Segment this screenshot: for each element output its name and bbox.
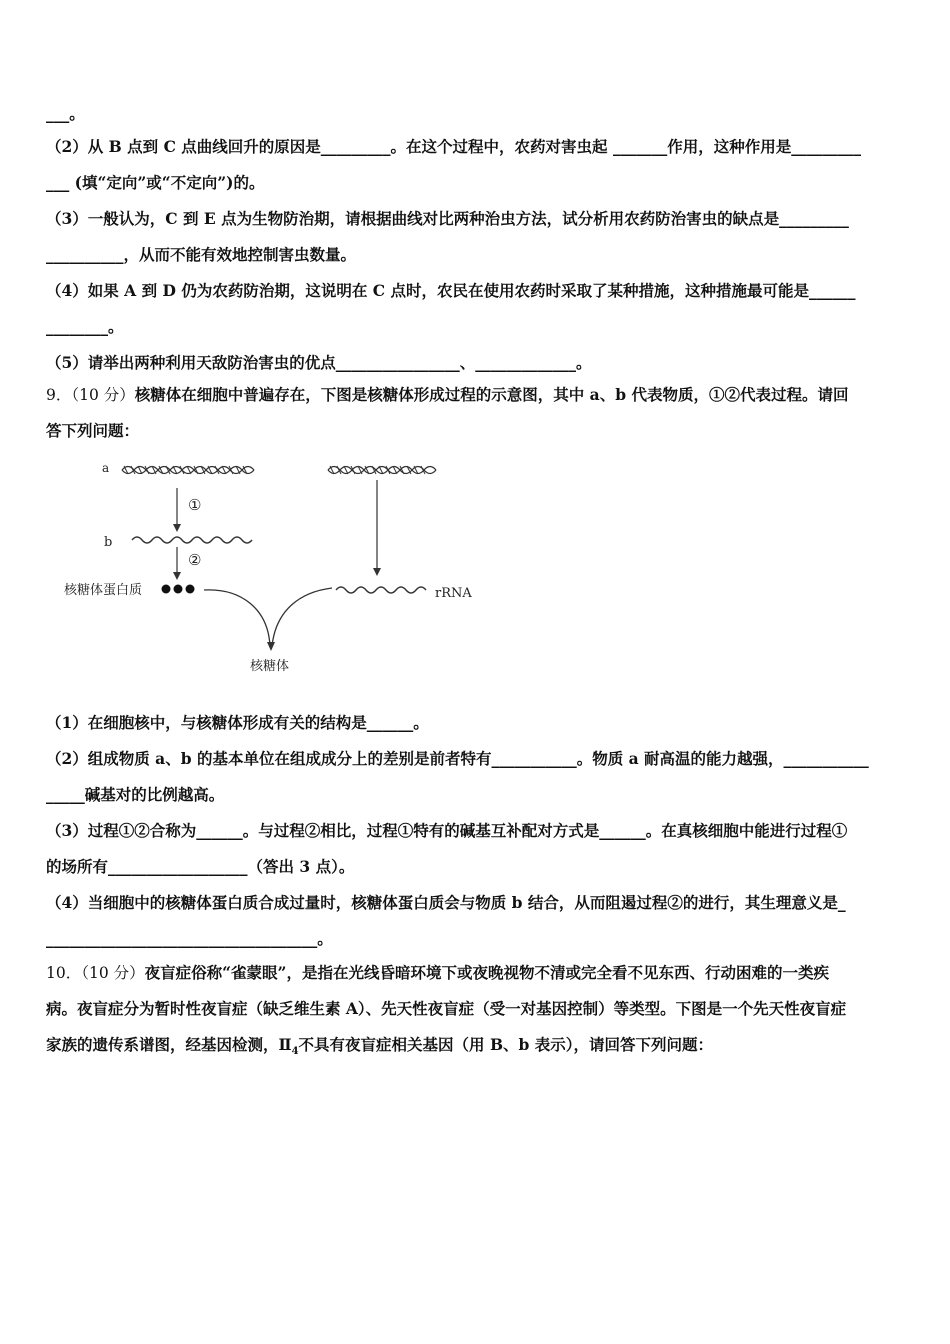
step1-label: ① — [188, 496, 202, 514]
arrow-step1 — [173, 488, 181, 532]
q9-sub2-line2: _____碱基对的比例越高。 — [46, 785, 225, 804]
q10-number: 10．（10 分） — [46, 964, 145, 982]
q8-sub5: （5）请举出两种利用天敌防治害虫的优点________________、_____________。 — [46, 353, 592, 372]
q9-intro-line2: 答下列问题： — [46, 421, 140, 440]
q8-sub4-line2: ________。 — [46, 317, 124, 336]
ribosome-label: 核糖体 — [250, 659, 290, 674]
q10-intro-text: 夜盲症俗称“雀蒙眼”，是指在光线昏暗环境下或夜晚视物不清或完全看不见东西、行动困难的一类疾 — [144, 963, 829, 982]
q10-line3-part1: 家族的遗传系谱图，经基因检测，Ⅱ — [46, 1035, 292, 1054]
q8-sub3-line1: （3）一般认为，C 到 E 点为生物防治期，请根据曲线对比两种治虫方法，试分析用农药防治害虫的缺点是_________ — [46, 209, 849, 228]
protein-dot-2 — [174, 585, 183, 594]
q9-sub4-line1: （4）当细胞中的核糖体蛋白质合成过量时，核糖体蛋白质会与物质 b 结合，从而阻遏过程②的进行，其生理意义是_ — [46, 893, 846, 912]
mrna-strand — [132, 537, 252, 543]
q9-sub4-line2: ___________________________________。 — [46, 929, 333, 948]
arrow-transcription-rrna — [373, 480, 381, 576]
q10-subscript: 4 — [291, 1046, 299, 1058]
protein-dot-1 — [162, 585, 171, 594]
label-a: a — [102, 461, 110, 475]
dna-helix-right — [328, 466, 436, 474]
q8-sub2-line2: ___ (填“定向”或“不定向”)的。 — [46, 173, 265, 192]
q8-sub2-line1: （2）从 B 点到 C 点曲线回升的原因是_________。在这个过程中，农药对害虫起 _______作用，这种作用是_________ — [46, 137, 861, 156]
ribosome-formation-diagram — [64, 458, 500, 680]
arrow-step2 — [173, 547, 181, 580]
rrna-label: rRNA — [435, 586, 472, 601]
q8-sub3-line2: __________，从而不能有效地控制害虫数量。 — [46, 245, 357, 264]
q9-sub3-line2: 的场所有__________________（答出 3 点）。 — [46, 857, 355, 876]
dna-helix-left — [122, 466, 254, 474]
q9-intro-text: 核糖体在细胞中普遍存在，下图是核糖体形成过程的示意图，其中 a、b 代表物质，①②代表过程。请回 — [134, 385, 849, 404]
q9-intro-line1 — [46, 384, 848, 406]
q9-sub1: （1）在细胞核中，与核糖体形成有关的结构是______。 — [46, 713, 429, 732]
q10-line3 — [46, 1034, 713, 1063]
assembly-arrows — [204, 588, 332, 646]
q10-line2: 病。夜盲症分为暂时性夜盲症（缺乏维生素 A）、先天性夜盲症（受一对基因控制）等类型。下图是一个先天性夜盲症 — [46, 999, 847, 1018]
q8-sub4-line1: （4）如果 A 到 D 仍为农药防治期，这说明在 C 点时，农民在使用农药时采取了某种措施，这种措施最可能是______ — [46, 281, 856, 300]
q10-line3-part2: 不具有夜盲症相关基因（用 B、b 表示），请回答下列问题： — [298, 1035, 714, 1054]
q9-number: 9．（10 分） — [46, 386, 135, 404]
label-b: b — [104, 535, 113, 550]
protein-dot-3 — [186, 585, 195, 594]
step2-label: ② — [188, 551, 202, 569]
protein-label: 核糖体蛋白质 — [64, 583, 143, 598]
q10-line1 — [46, 962, 829, 984]
assembly-arrowhead — [267, 642, 275, 651]
q9-sub2-line1: （2）组成物质 a、b 的基本单位在组成成分上的差别是前者特有___________。物质 a 耐高温的能力越强，___________ — [46, 749, 869, 768]
rrna-strand — [336, 587, 426, 593]
q9-sub3-line1: （3）过程①②合称为______。与过程②相比，过程①特有的碱基互补配对方式是______。在真核细胞中能进行过程① — [46, 821, 848, 840]
q8-blank-continuation: ___。 — [46, 104, 85, 123]
